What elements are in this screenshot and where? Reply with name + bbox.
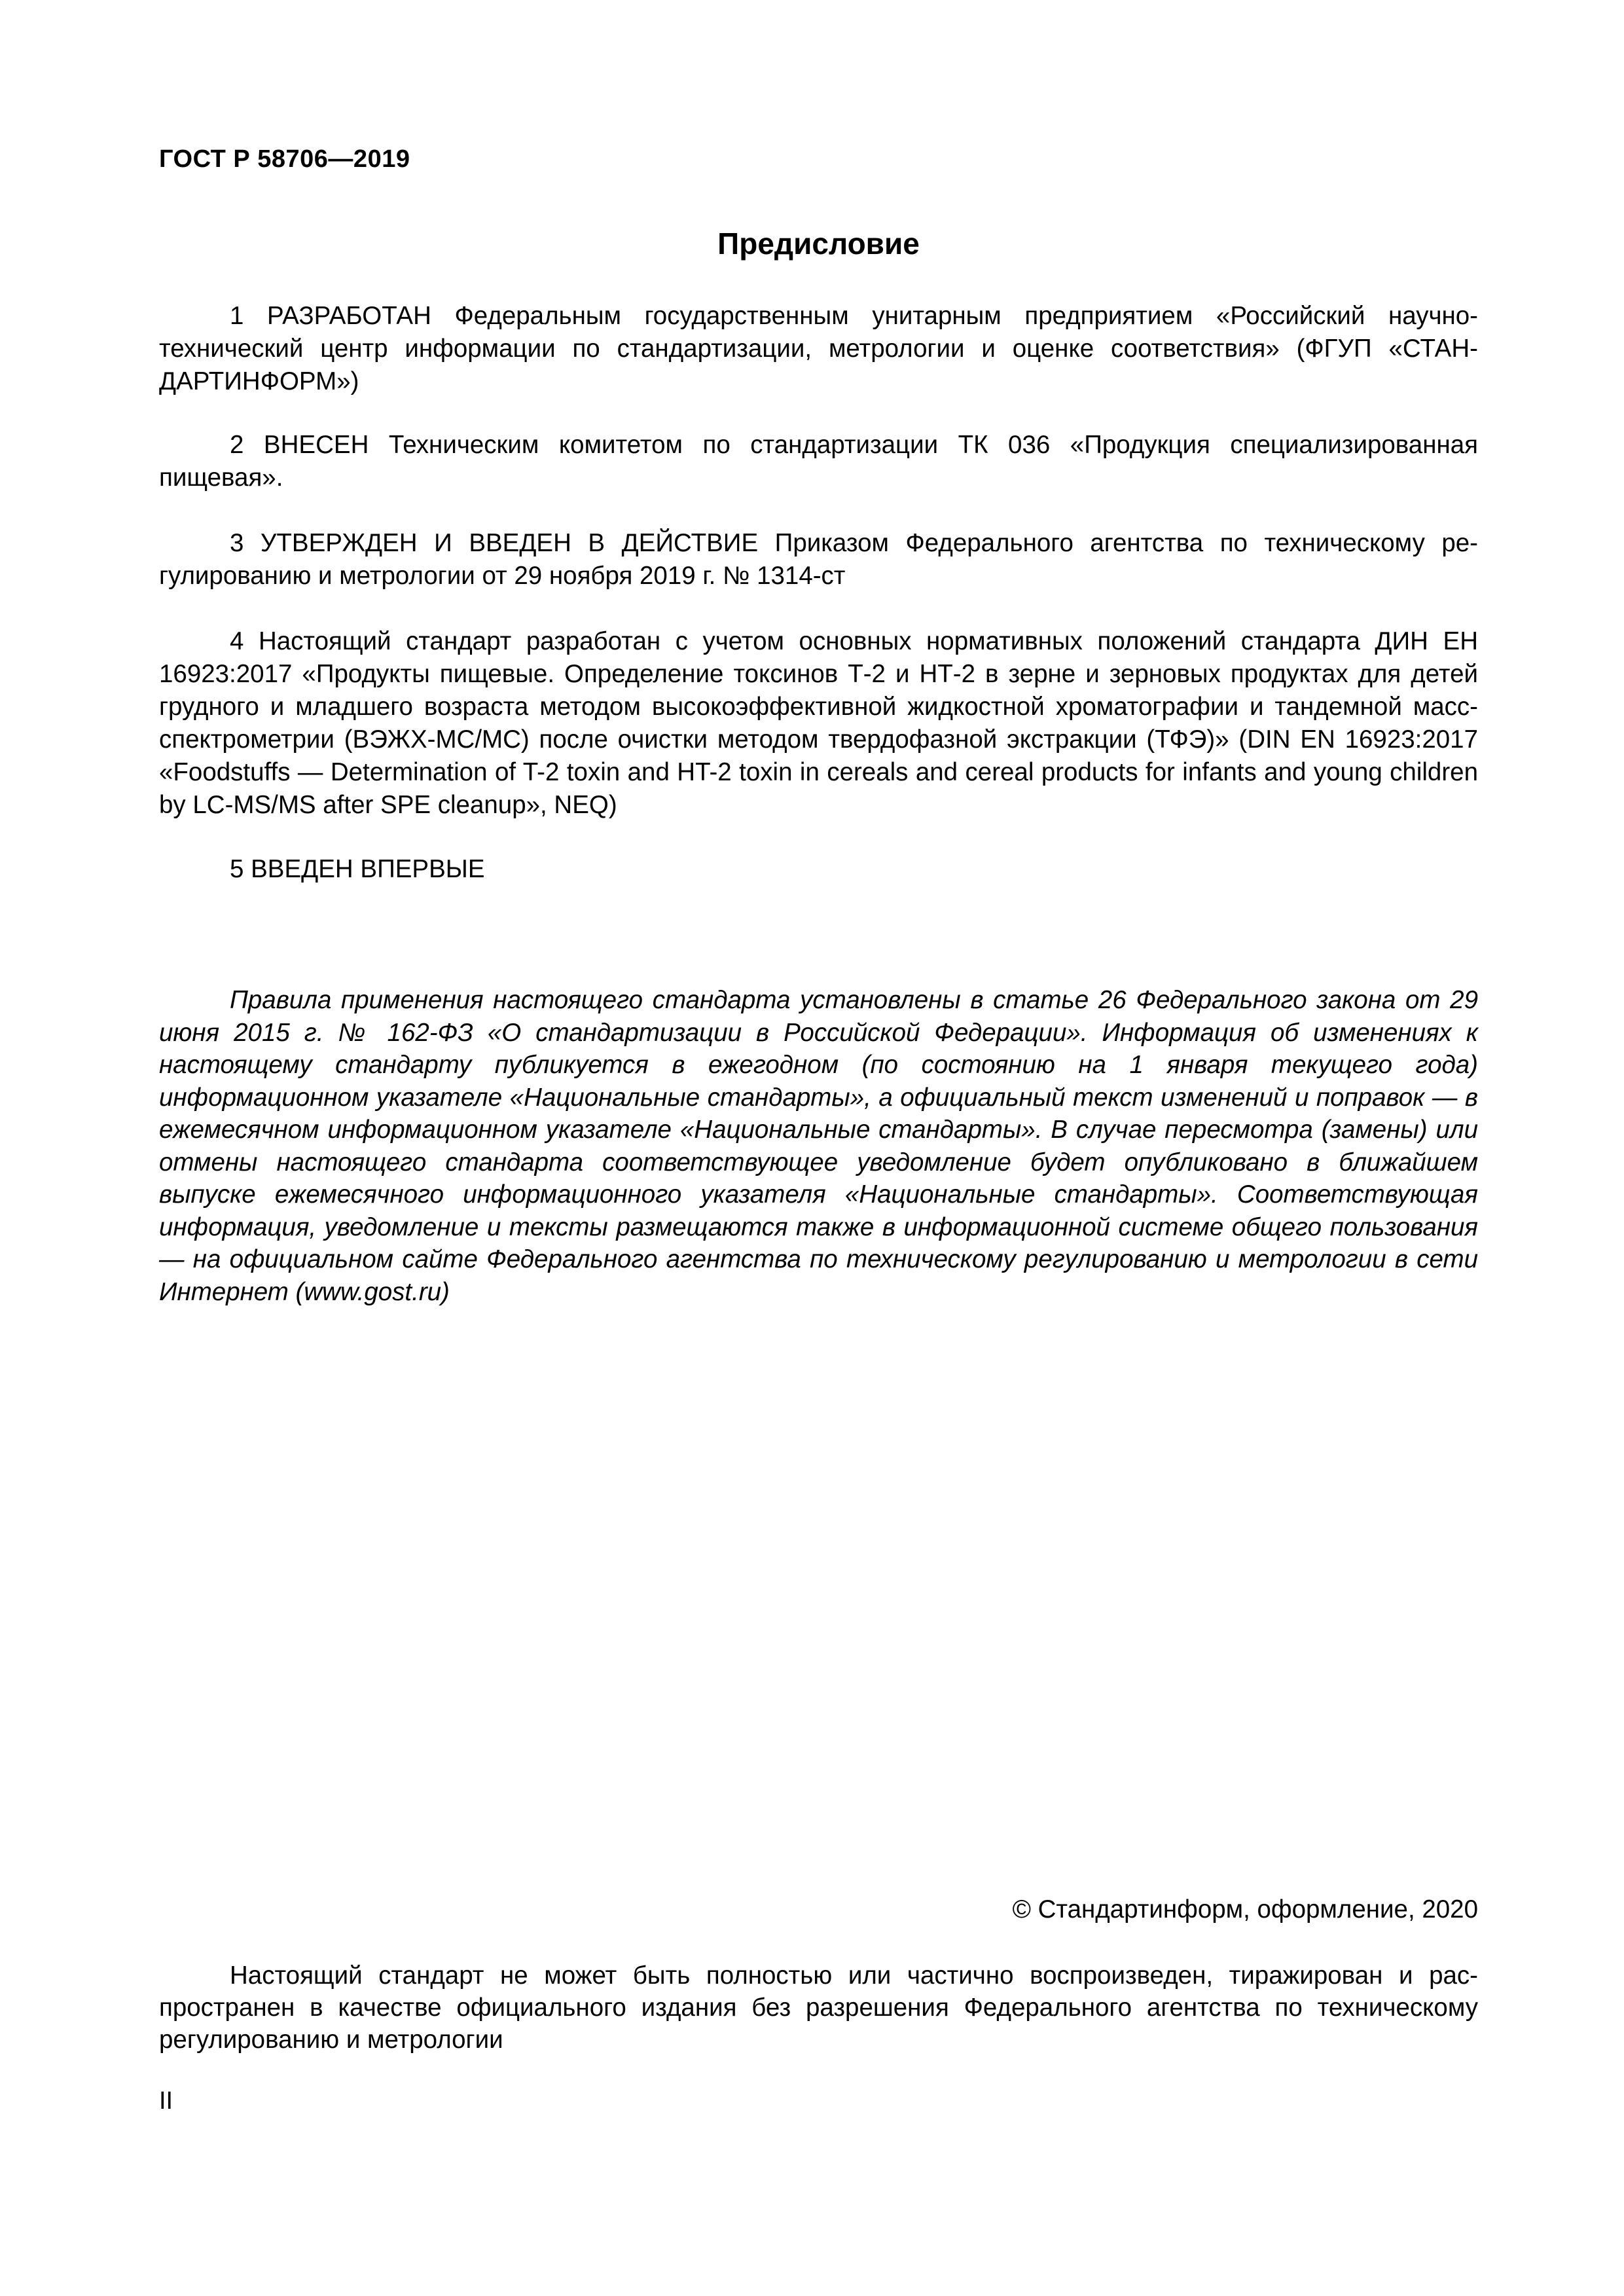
page-number: II [159, 2087, 173, 2115]
foreword-item-5: 5 ВВЕДЕН ВПЕРВЫЕ [230, 855, 485, 883]
foreword-item-1: 1 РАЗРАБОТАН Федеральным государственным унитарным предприятием «Российский научно-технический центр информации по стандартизации, метрологии и оценке соответствия» (ФГУП «СТАНДАРТИНФОРМ») [159, 302, 1478, 395]
reproduction-notice: Настоящий стандарт не может быть полностью или частично воспроизведен, тиражирован и распространен в качестве официального издания без разрешения Федерального агентства по техническому регулированию и метрологии [159, 1961, 1478, 2054]
document-code: ГОСТ Р 58706—2019 [159, 145, 410, 173]
foreword-item-4: 4 Настоящий стандарт разработан с учетом основных нормативных положений стандарта ДИН ЕН 16923:2017 «Продукты пищевые. Определение токсинов Т-2 и НТ-2 в зерне и зерновых продуктах для детей грудного и младшего возраста методом высокоэффективной жидкостной хроматографии и тандемной масс-спектрометрии (ВЭЖХ-МС/МС) после очистки методом твердофазной экстракции (ТФЭ)» (DIN EN 16923:2017 «Foodstuffs — Determination of T-2 toxin and HT-2 toxin in cereals and cereal products for infants and young children by LC-MS/MS after SPE cleanup», NEQ) [159, 627, 1478, 819]
page-title: Предисловие [717, 227, 920, 261]
copyright-line: © Стандартинформ, оформление, 2020 [1012, 1895, 1478, 1923]
foreword-item-2: 2 ВНЕСЕН Техническим комитетом по стандартизации ТК 036 «Продукция специализированная пищевая». [159, 431, 1478, 492]
foreword-item-3: 3 УТВЕРЖДЕН И ВВЕДЕН В ДЕЙСТВИЕ Приказом Федерального агентства по техническому регулированию и метрологии от 29 ноября 2019 г. № 1314-ст [159, 529, 1478, 590]
application-rules-notice: Правила применения настоящего стандарта установлены в статье 26 Федерального закона от 29 июня 2015 г. № 162-ФЗ «О стандартизации в Российской Федерации». Информация об изменениях к настоящему стандарту публикуется в ежегодном (по состоянию на 1 января текущего года) информационном указателе «Национальные стандарты», а официальный текст изменений и поправок — в ежемесячном информационном указателе «Национальные стандарты». В случае пересмотра (замены) или отмены настоящего стандарта соответствующее уведомление будет опубликовано в ближайшем выпуске ежемесячного информационного указателя «Национальные стандарты». Соответствующая информация, уведомление и тексты размещаются также в информационной системе общего пользования — на официальном сайте Федерального агентства по техническому регулированию и метрологии в сети Интернет (www.gost.ru) [159, 986, 1478, 1306]
